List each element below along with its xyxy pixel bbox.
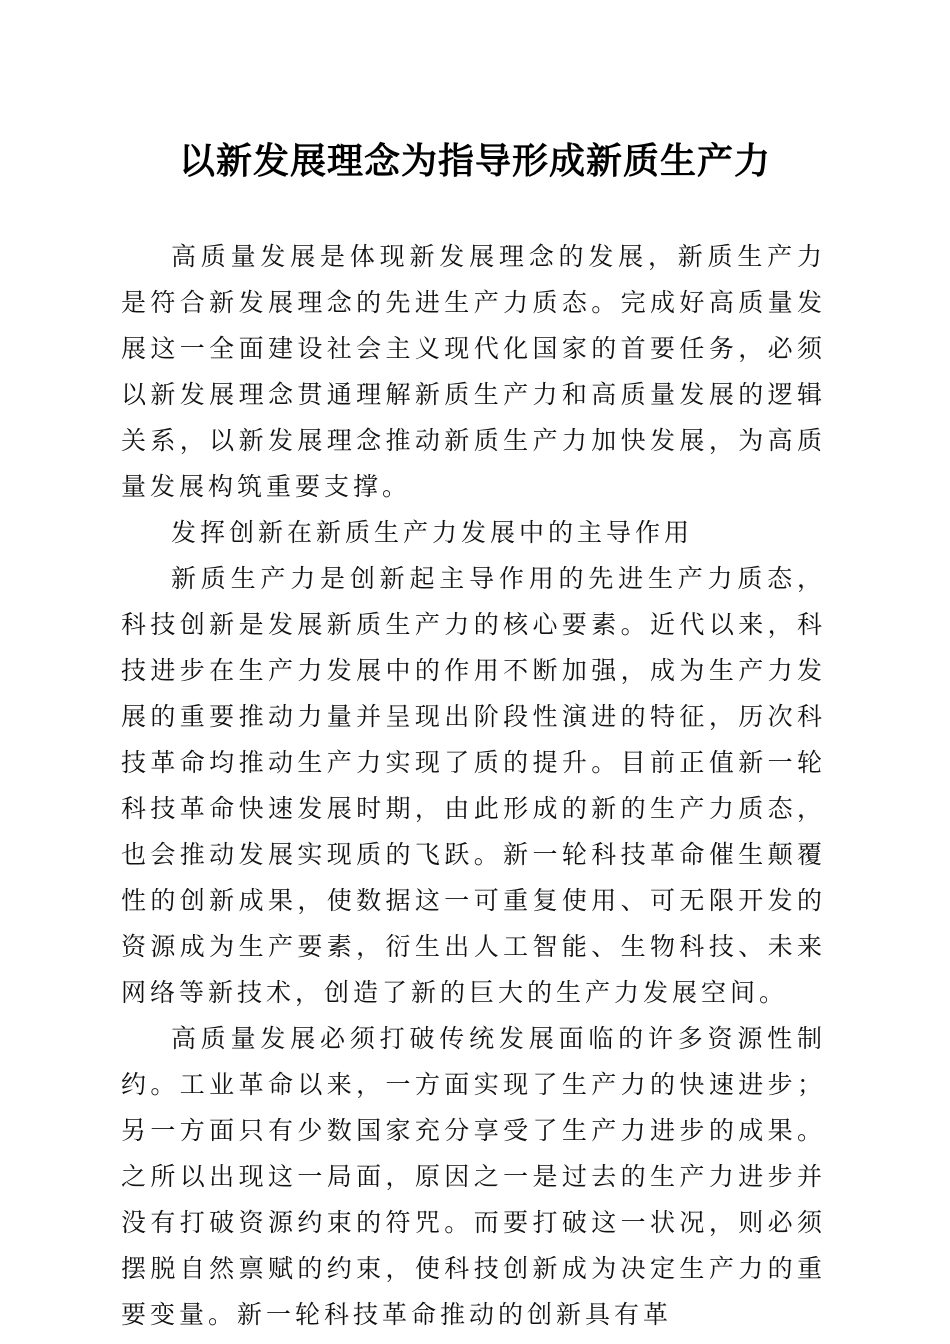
page-title: 以新发展理念为指导形成新质生产力 bbox=[178, 140, 771, 182]
paragraph-innovation: 新质生产力是创新起主导作用的先进生产力质态，科技创新是发展新质生产力的核心要素。近代以来，科技进步在生产力发展中的作用不断加强，成为生产力发展的重要推动力量并呈现出阶段性演进的特征，历次科技革命均推动生产力实现了质的提升。目前正值新一轮科技革命快速发展时期，由此形成的新的生产力质态，也会推动发展实现质的飞跃。新一轮科技革命催生颠覆性的创新成果，使数据这一可重复使用、可无限开发的资源成为生产要素，衍生出人工智能、生物科技、未来网络等新技术，创造了新的巨大的生产力发展空间。 bbox=[121, 564, 826, 1007]
paragraph-intro: 高质量发展是体现新发展理念的发展，新质生产力是符合新发展理念的先进生产力质态。完成好高质量发展这一全面建设社会主义现代化国家的首要任务，必须以新发展理念贯通理解新质生产力和高质量发展的逻辑关系，以新发展理念推动新质生产力加快发展，为高质量发展构筑重要支撑。 bbox=[121, 242, 826, 501]
document-body bbox=[121, 234, 826, 1338]
section-heading-innovation: 发挥创新在新质生产力发展中的主导作用 bbox=[171, 518, 694, 547]
paragraph-constraints: 高质量发展必须打破传统发展面临的许多资源性制约。工业革命以来，一方面实现了生产力的快速进步；另一方面只有少数国家充分享受了生产力进步的成果。之所以出现这一局面，原因之一是过去的生产力进步并没有打破资源约束的符咒。而要打破这一状况，则必须摆脱自然禀赋的约束，使科技创新成为决定生产力的重要变量。新一轮科技革命推动的创新具有革 bbox=[121, 1024, 826, 1329]
